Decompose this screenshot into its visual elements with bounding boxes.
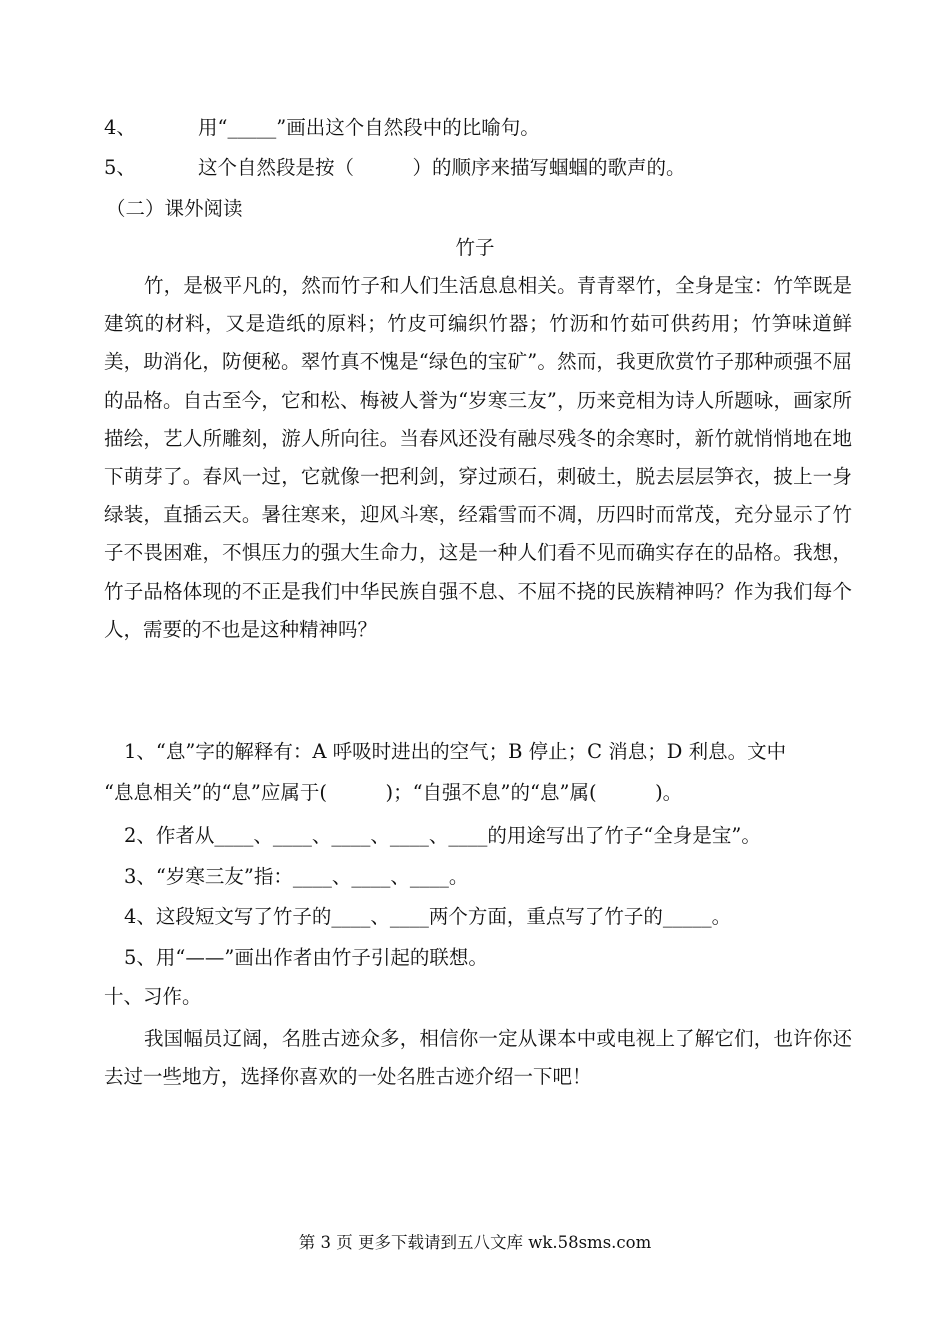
question-text: 这个自然段是按（ ）的顺序来描写蝈蝈的歌声的。 [198, 156, 686, 179]
section-heading-extracurricular: （二）课外阅读 [106, 197, 243, 220]
question-item: 3、“岁寒三友”指：____、____、____。 [124, 865, 469, 888]
section-heading-composition: 十、习作。 [104, 985, 202, 1008]
page-footer: 第 3 页 更多下载请到五八文库 wk.58sms.com [298, 1233, 652, 1252]
question-text: 用“_____”画出这个自然段中的比喻句。 [198, 116, 540, 139]
question-item: 2、作者从____、____、____、____、____的用途写出了竹子“全身是宝”。 [124, 824, 761, 847]
question-number: 4、 [104, 116, 136, 139]
question-item: “息息相关”的“息”应属于( )；“自强不息”的“息”属( )。 [104, 781, 683, 804]
question-item: 1、“息”字的解释有：A 呼吸时进出的空气；B 停止；C 消息；D 利息。文中 [124, 740, 787, 763]
essay-prompt: 我国幅员辽阔，名胜古迹众多，相信你一定从课本中或电视上了解它们，也许你还去过一些地方，选择你喜欢的一处名胜古迹介绍一下吧！ [104, 1027, 852, 1089]
passage-title: 竹子 [455, 236, 495, 259]
question-item: 5、用“——”画出作者由竹子引起的联想。 [124, 946, 488, 969]
question-item: 4、这段短文写了竹子的____、____两个方面，重点写了竹子的_____。 [124, 905, 732, 928]
passage-body: 竹，是极平凡的，然而竹子和人们生活息息相关。青青翠竹，全身是宝：竹竿既是建筑的材料，又是造纸的原料；竹皮可编织竹器；竹沥和竹茹可供药用；竹笋味道鲜美，助消化，防便秘。翠竹真不愧是“绿色的宝矿”。然而，我更欣赏竹子那种顽强不屈的品格。自古至今，它和松、梅被人誉为“岁寒三友”，历来竞相为诗人所题咏，画家所描绘，艺人所雕刻，游人所向往。当春风还没有融尽残冬的余寒时，新竹就悄悄地在地下萌芽了。春风一过，它就像一把利剑，穿过顽石，刺破土，脱去层层笋衣，披上一身绿装，直插云天。暑往寒来，迎风斗寒，经霜雪而不凋，历四时而常茂，充分显示了竹子不畏困难，不惧压力的强大生命力，这是一种人们看不见而确实存在的品格。我想，竹子品格体现的不正是我们中华民族自强不息、不屈不挠的民族精神吗？作为我们每个人，需要的不也是这种精神吗？ [104, 274, 852, 641]
question-number: 5、 [104, 156, 136, 179]
